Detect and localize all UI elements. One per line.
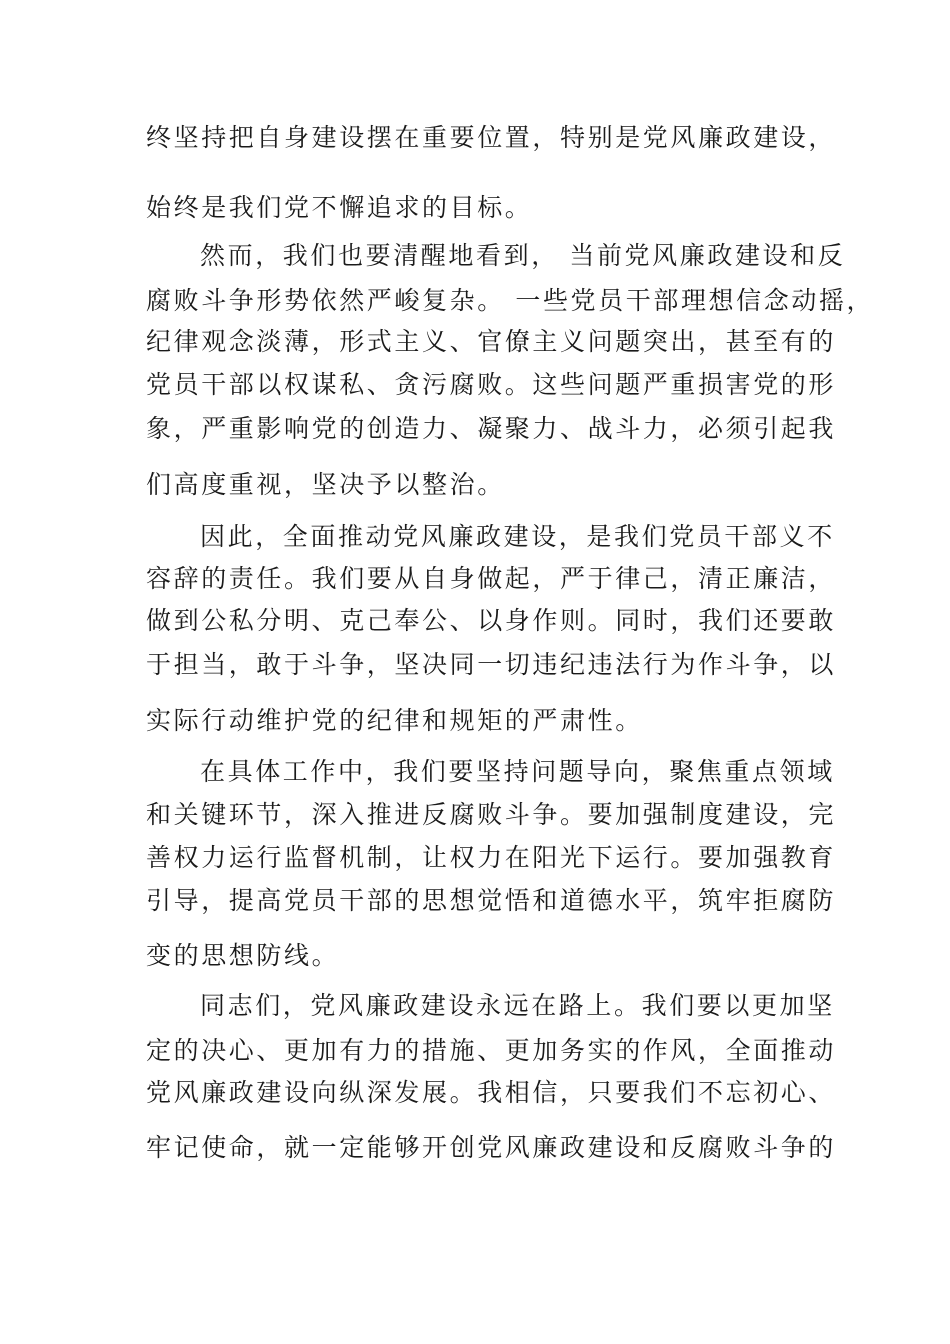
- text-line: 象，严重影响党的创造力、凝聚力、战斗力，必须引起我: [146, 414, 837, 443]
- text-line: 和关键环节，深入推进反腐败斗争。要加强制度建设，完: [146, 800, 837, 829]
- paragraph-start-line: 然而，我们也要清醒地看到， 当前党风廉政建设和反: [200, 241, 846, 270]
- text-line: 们高度重视，坚决予以整治。: [146, 470, 505, 499]
- text-line: 终坚持把自身建设摆在重要位置，特别是党风廉政建设，: [146, 123, 837, 152]
- text-line: 纪律观念淡薄，形式主义、官僚主义问题突出，甚至有的: [146, 327, 837, 356]
- text-line: 做到公私分明、克己奉公、以身作则。同时，我们还要敢: [146, 606, 837, 635]
- text-line: 定的决心、更加有力的措施、更加务实的作风，全面推动: [146, 1036, 837, 1065]
- text-line: 引导，提高党员干部的思想觉悟和道德水平，筑牢拒腐防: [146, 886, 837, 915]
- paragraph-start-line: 同志们，党风廉政建设永远在路上。我们要以更加坚: [200, 991, 835, 1020]
- paragraph-start-line: 因此，全面推动党风廉政建设，是我们党员干部义不: [200, 522, 835, 551]
- text-line: 腐败斗争形势依然严峻复杂。 一些党员干部理想信念动摇，: [146, 286, 875, 315]
- text-line: 党员干部以权谋私、贪污腐败。这些问题严重损害党的形: [146, 370, 837, 399]
- text-line: 于担当，敢于斗争，坚决同一切违纪违法行为作斗争，以: [146, 650, 837, 679]
- text-line: 实际行动维护党的纪律和规矩的严肃性。: [146, 706, 643, 735]
- text-line: 始终是我们党不懈追求的目标。: [146, 193, 533, 222]
- text-line: 牢记使命，就一定能够开创党风廉政建设和反腐败斗争的: [146, 1133, 837, 1162]
- text-line: 容辞的责任。我们要从自身做起，严于律己，清正廉洁，: [146, 564, 837, 593]
- text-line: 善权力运行监督机制，让权力在阳光下运行。要加强教育: [146, 843, 837, 872]
- text-line: 变的思想防线。: [146, 941, 340, 970]
- paragraph-start-line: 在具体工作中，我们要坚持问题导向，聚焦重点领域: [200, 757, 835, 786]
- text-line: 党风廉政建设向纵深发展。我相信，只要我们不忘初心、: [146, 1078, 837, 1107]
